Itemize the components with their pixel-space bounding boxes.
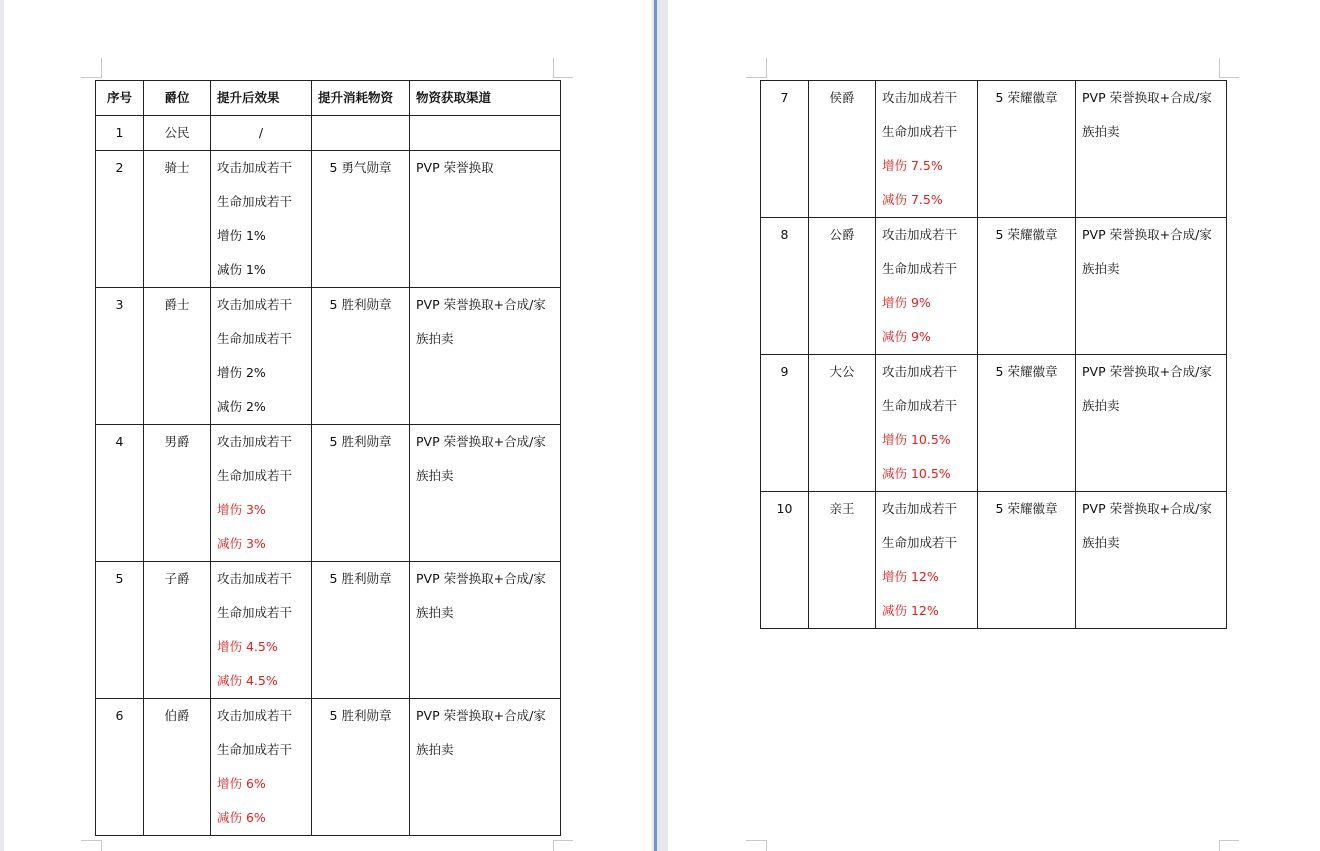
damage-increase: 增伤 4.5% (217, 639, 278, 654)
source-line-2: 族拍卖 (416, 331, 454, 346)
cost-text: 5 胜利勋章 (329, 708, 392, 723)
damage-increase: 增伤 6% (217, 776, 266, 791)
row-index-text: 3 (115, 297, 124, 312)
source-line-2: 族拍卖 (1082, 535, 1120, 550)
page-margin-mark (101, 840, 102, 851)
page-margin-mark (766, 840, 767, 851)
page-margin-mark (1219, 58, 1220, 78)
page-margin-mark (553, 840, 573, 841)
page-margin-mark (1219, 77, 1239, 78)
cost-text: 5 荣耀徽章 (995, 90, 1058, 105)
rank-name-text: 公爵 (829, 227, 855, 242)
cost-cell (312, 699, 410, 836)
rank-name (144, 425, 211, 562)
cost-text: 5 胜利勋章 (329, 571, 392, 586)
attack-bonus: 攻击加成若干 (217, 571, 293, 586)
row-index-text: 6 (115, 708, 124, 723)
cost-cell (312, 562, 410, 699)
effect-cell (211, 699, 312, 836)
damage-increase: 增伤 12% (882, 569, 939, 584)
row-index (761, 492, 809, 629)
hp-bonus: 生命加成若干 (882, 398, 958, 413)
damage-increase: 增伤 7.5% (882, 158, 943, 173)
rank-name (809, 81, 876, 218)
table-row (96, 425, 561, 562)
effect-cell (211, 562, 312, 699)
source-line-2 (416, 185, 560, 219)
damage-increase: 增伤 9% (882, 295, 931, 310)
hp-bonus: 生命加成若干 (217, 331, 293, 346)
rank-name-text: 子爵 (164, 571, 190, 586)
source-cell (410, 425, 561, 562)
source-line-2: 族拍卖 (1082, 398, 1120, 413)
hp-bonus: 生命加成若干 (217, 468, 293, 483)
cost-cell (978, 355, 1076, 492)
table-row (761, 492, 1227, 629)
row-index (761, 355, 809, 492)
row-index (761, 81, 809, 218)
rank-name: 公民 (144, 116, 211, 151)
cost-text: 5 荣耀徽章 (995, 364, 1058, 379)
effect-cell (876, 81, 978, 218)
effect-cell (876, 492, 978, 629)
row-index (761, 218, 809, 355)
cost-cell (312, 288, 410, 425)
cost-cell (312, 116, 410, 151)
table-row (761, 355, 1227, 492)
source-line-2: 族拍卖 (1082, 124, 1120, 139)
rank-name (144, 288, 211, 425)
row-index: 1 (96, 116, 144, 151)
rank-table-part-2 (760, 80, 1227, 629)
rank-name (809, 492, 876, 629)
rank-name-text: 骑士 (164, 160, 190, 175)
row-index-text: 2 (115, 160, 124, 175)
rank-name (809, 355, 876, 492)
cost-text: 5 勇气勋章 (329, 160, 392, 175)
page-margin-mark (746, 840, 766, 841)
attack-bonus: 攻击加成若干 (217, 434, 293, 449)
damage-reduction: 减伤 1% (217, 262, 266, 277)
damage-reduction: 减伤 10.5% (882, 466, 951, 481)
row-index (96, 562, 144, 699)
source-cell (410, 288, 561, 425)
hp-bonus: 生命加成若干 (217, 194, 293, 209)
cost-text: 5 胜利勋章 (329, 434, 392, 449)
cost-cell (312, 151, 410, 288)
header-rank: 爵位 (144, 81, 211, 116)
source-cell (1076, 218, 1227, 355)
page-margin-mark (553, 77, 573, 78)
source-cell (410, 699, 561, 836)
source-line-2: 族拍卖 (1082, 261, 1120, 276)
page-margin-mark (1219, 840, 1239, 841)
hp-bonus: 生命加成若干 (217, 605, 293, 620)
rank-name (144, 151, 211, 288)
rank-name-text: 侯爵 (829, 90, 855, 105)
source-line-1: PVP 荣誉换取+合成/家 (1082, 227, 1212, 242)
damage-reduction: 减伤 4.5% (217, 673, 278, 688)
source-line-2: 族拍卖 (416, 468, 454, 483)
table-row (96, 151, 561, 288)
source-line-1: PVP 荣誉换取+合成/家 (1082, 501, 1212, 516)
page-margin-mark (1219, 840, 1220, 851)
header-effect: 提升后效果 (211, 81, 312, 116)
source-line-2: 族拍卖 (416, 605, 454, 620)
cost-text: 5 荣耀徽章 (995, 227, 1058, 242)
document-page-2 (668, 0, 1320, 851)
source-cell (410, 151, 561, 288)
table-row (96, 116, 561, 151)
table-row (96, 562, 561, 699)
header-cost: 提升消耗物资 (312, 81, 410, 116)
row-index-text: 4 (115, 434, 124, 449)
effect-cell (211, 288, 312, 425)
row-index (96, 699, 144, 836)
source-cell (410, 116, 561, 151)
damage-reduction: 减伤 2% (217, 399, 266, 414)
damage-increase: 增伤 3% (217, 502, 266, 517)
page-margin-mark (553, 58, 554, 78)
rank-name-text: 亲王 (829, 501, 855, 516)
row-index-text: 10 (776, 501, 793, 516)
damage-increase: 增伤 1% (217, 228, 266, 243)
damage-reduction: 减伤 9% (882, 329, 931, 344)
damage-increase: 增伤 10.5% (882, 432, 951, 447)
source-line-1: PVP 荣誉换取+合成/家 (416, 297, 546, 312)
source-line-2: 族拍卖 (416, 742, 454, 757)
source-line-1: PVP 荣誉换取+合成/家 (1082, 90, 1212, 105)
source-line-1: PVP 荣誉换取+合成/家 (416, 708, 546, 723)
header-index: 序号 (96, 81, 144, 116)
table-row (96, 699, 561, 836)
damage-reduction: 减伤 12% (882, 603, 939, 618)
source-line-1: PVP 荣誉换取+合成/家 (416, 571, 546, 586)
cost-text: 5 胜利勋章 (329, 297, 392, 312)
row-index-text: 9 (780, 364, 789, 379)
effect-cell (211, 151, 312, 288)
table-row (96, 288, 561, 425)
source-line-1: PVP 荣誉换取 (416, 160, 494, 175)
rank-name (144, 699, 211, 836)
effect-cell (876, 218, 978, 355)
rank-name-text: 男爵 (164, 434, 190, 449)
cost-cell (978, 492, 1076, 629)
attack-bonus: 攻击加成若干 (882, 364, 958, 379)
hp-bonus: 生命加成若干 (882, 535, 958, 550)
effect-cell (211, 425, 312, 562)
hp-bonus: 生命加成若干 (217, 742, 293, 757)
table-row (761, 218, 1227, 355)
effect-cell (876, 355, 978, 492)
rank-name-text: 爵士 (164, 297, 190, 312)
page-margin-mark (746, 77, 766, 78)
row-index-text: 5 (115, 571, 124, 586)
row-index (96, 425, 144, 562)
rank-name (809, 218, 876, 355)
source-line-1: PVP 荣誉换取+合成/家 (1082, 364, 1212, 379)
table-row (761, 81, 1227, 218)
row-index-text: 8 (780, 227, 789, 242)
damage-reduction: 减伤 7.5% (882, 192, 943, 207)
page-margin-mark (101, 58, 102, 78)
attack-bonus: 攻击加成若干 (217, 297, 293, 312)
document-page-1 (4, 0, 652, 851)
cost-cell (978, 81, 1076, 218)
cost-cell (312, 425, 410, 562)
header-source: 物资获取渠道 (410, 81, 561, 116)
damage-reduction: 减伤 3% (217, 536, 266, 551)
page-margin-mark (81, 77, 101, 78)
hp-bonus: 生命加成若干 (882, 261, 958, 276)
source-cell (1076, 355, 1227, 492)
source-cell (1076, 492, 1227, 629)
rank-name (144, 562, 211, 699)
rank-table-part-1 (95, 80, 561, 836)
rank-name-text: 伯爵 (164, 708, 190, 723)
row-index (96, 288, 144, 425)
damage-increase: 增伤 2% (217, 365, 266, 380)
cost-text: 5 荣耀徽章 (995, 501, 1058, 516)
source-cell (410, 562, 561, 699)
attack-bonus: 攻击加成若干 (882, 90, 958, 105)
attack-bonus: 攻击加成若干 (882, 227, 958, 242)
row-index (96, 151, 144, 288)
attack-bonus: 攻击加成若干 (882, 501, 958, 516)
hp-bonus: 生命加成若干 (882, 124, 958, 139)
attack-bonus: 攻击加成若干 (217, 160, 293, 175)
damage-reduction: 减伤 6% (217, 810, 266, 825)
source-cell (1076, 81, 1227, 218)
page-margin-mark (553, 840, 554, 851)
page-margin-mark (81, 840, 101, 841)
effect-cell: / (211, 116, 312, 151)
page-margin-mark (766, 58, 767, 78)
rank-name-text: 大公 (829, 364, 855, 379)
cost-cell (978, 218, 1076, 355)
attack-bonus: 攻击加成若干 (217, 708, 293, 723)
table-header-row (96, 81, 561, 116)
source-line-1: PVP 荣誉换取+合成/家 (416, 434, 546, 449)
row-index-text: 7 (780, 90, 789, 105)
page-divider (654, 0, 657, 851)
